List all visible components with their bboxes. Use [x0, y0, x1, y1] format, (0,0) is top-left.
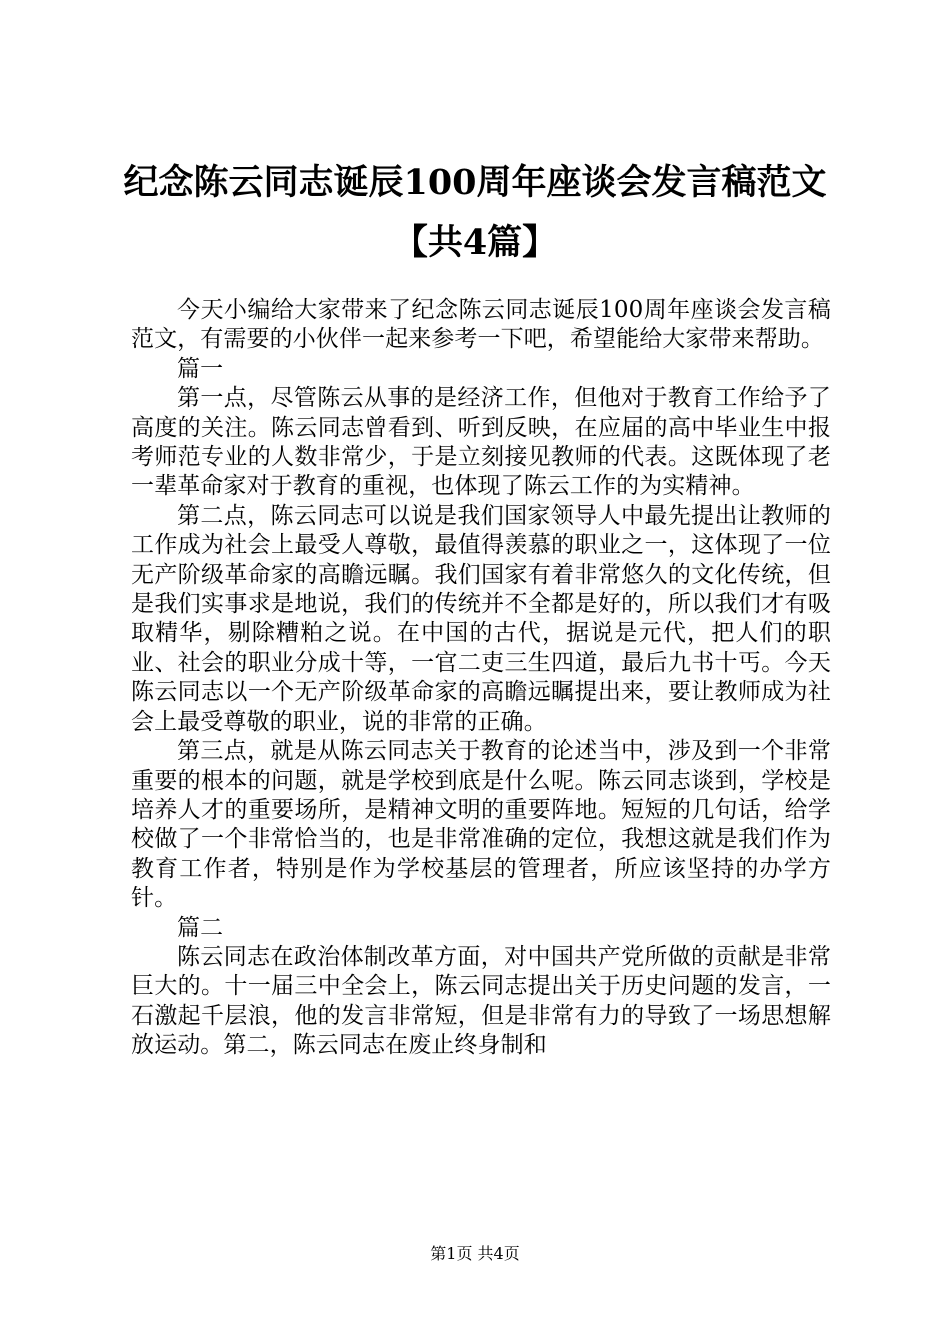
- section-heading-1: 篇一: [177, 355, 224, 382]
- section-heading-2: 篇二: [177, 914, 224, 941]
- document-title-line-2: 【共4篇】: [392, 222, 558, 263]
- document-title-line-1: 纪念陈云同志诞辰100周年座谈会发言稿范文: [123, 162, 827, 203]
- intro-paragraph: 今天小编给大家带来了纪念陈云同志诞辰100周年座谈会发言稿范文，有需要的小伙伴一起来参考一下吧，希望能给大家带来帮助。: [131, 297, 831, 353]
- document-body: [131, 296, 831, 1061]
- body-paragraph: 第二点，陈云同志可以说是我们国家领导人中最先提出让教师的工作成为社会上最受人尊敬，最值得羡慕的职业之一，这体现了一位无产阶级革命家的高瞻远瞩。我们国家有着非常悠久的文化传统，但是我们实事求是地说，我们的传统并不全都是好的，所以我们才有吸取精华，剔除糟粕之说。在中国的古代，据说是元代，把人们的职业、社会的职业分成十等，一官二吏三生四道，最后九书十丐。今天陈云同志以一个无产阶级革命家的高瞻远瞩提出来，要让教师成为社会上最受尊敬的职业，说的非常的正确。: [131, 502, 831, 735]
- body-paragraph: 陈云同志在政治体制改革方面，对中国共产党所做的贡献是非常巨大的。十一届三中全会上，陈云同志提出关于历史问题的发言，一石激起千层浪，他的发言非常短，但是非常有力的导致了一场思想解放运动。第二，陈云同志在废止终身制和: [131, 943, 831, 1059]
- page-footer: 第1页 共4页: [430, 1244, 520, 1263]
- body-paragraph: 第三点，就是从陈云同志关于教育的论述当中，涉及到一个非常重要的根本的问题，就是学校到底是什么呢。陈云同志谈到，学校是培养人才的重要场所，是精神文明的重要阵地。短短的几句话，给学校做了一个非常恰当的，也是非常准确的定位，我想这就是我们作为教育工作者，特别是作为学校基层的管理者，所应该坚持的办学方针。: [131, 738, 831, 912]
- body-paragraph: 第一点，尽管陈云从事的是经济工作，但他对于教育工作给予了高度的关注。陈云同志曾看到、听到反映，在应届的高中毕业生中报考师范专业的人数非常少，于是立刻接见教师的代表。这既体现了老一辈革命家对于教育的重视，也体现了陈云工作的为实精神。: [131, 385, 831, 500]
